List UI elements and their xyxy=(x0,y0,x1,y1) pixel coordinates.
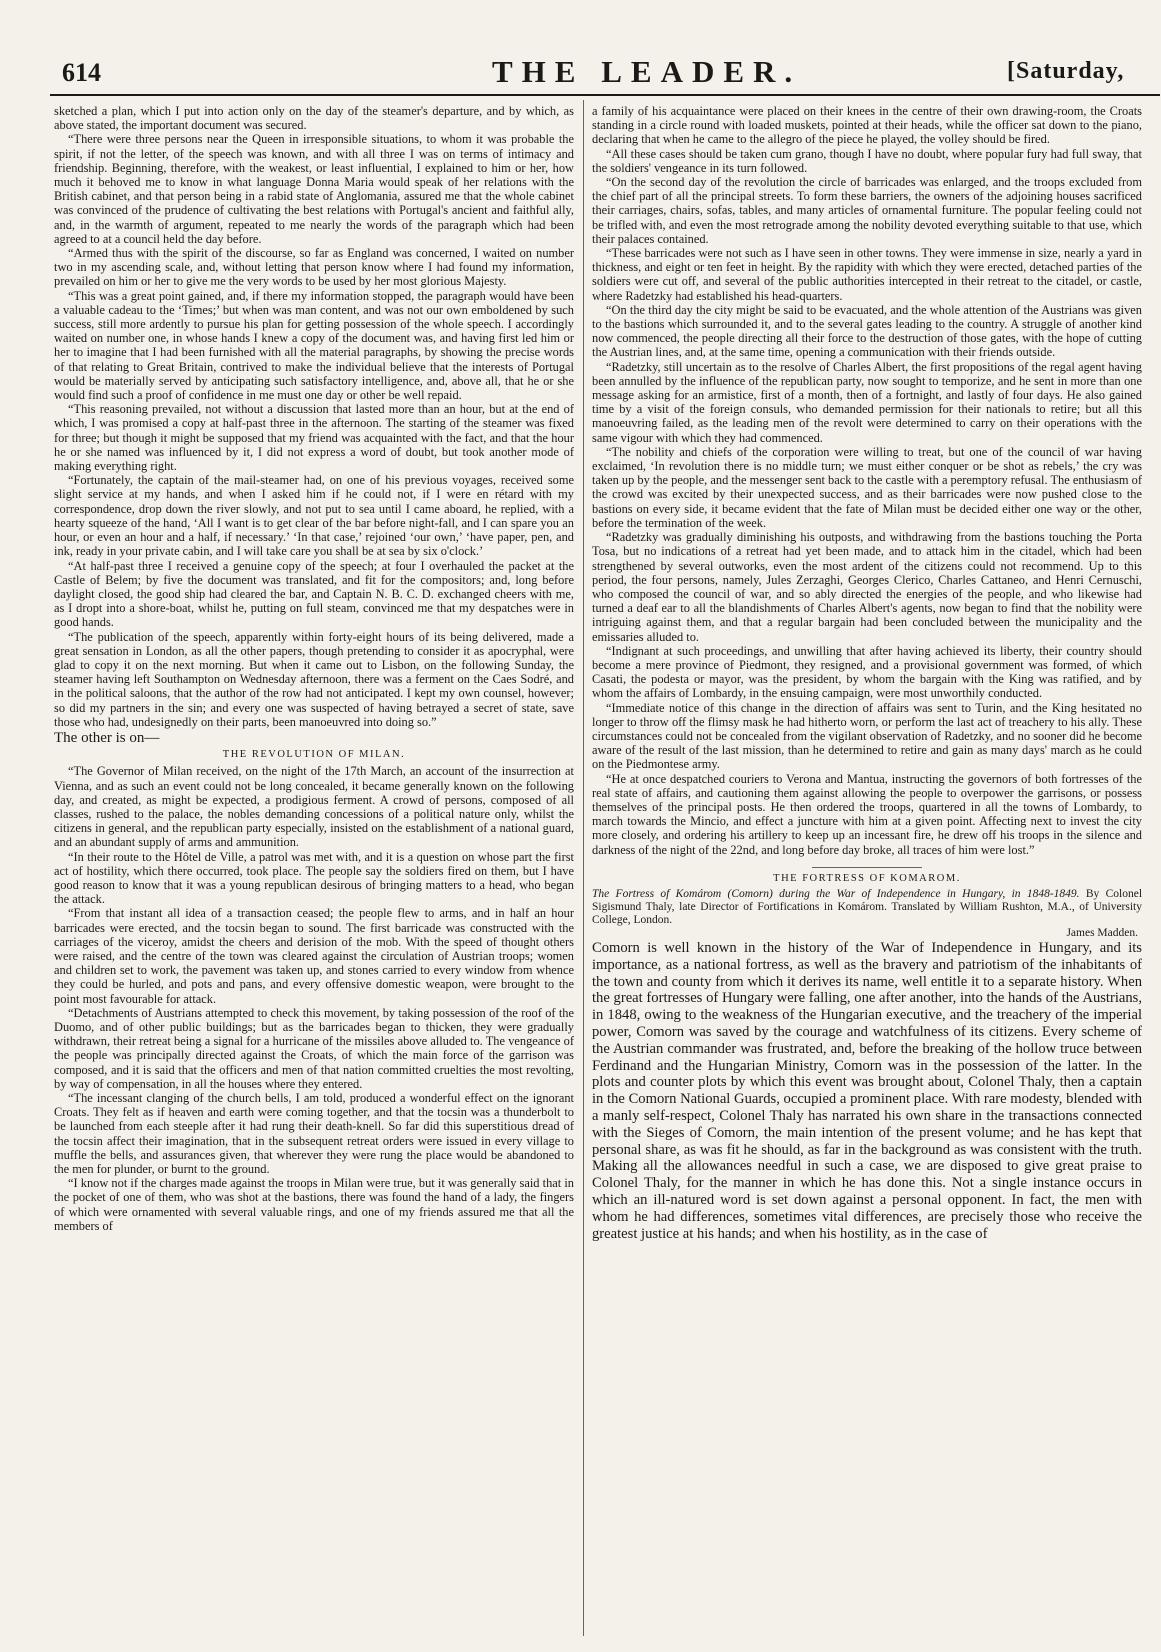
paragraph: “Armed thus with the spirit of the discourse, so far as England was concerned, I waited on number two in my ascending scale, and, without letting that person know where I had found my information, prevailed on him or her to give me the very words to be used by her most glorious Majesty. xyxy=(54,246,574,289)
book-reference xyxy=(592,888,1142,940)
section-heading-komarom: THE FORTRESS OF KOMAROM. xyxy=(773,872,961,884)
column-divider xyxy=(583,100,584,1636)
masthead xyxy=(62,52,1161,96)
section-heading-milan: THE REVOLUTION OF MILAN. xyxy=(222,749,406,761)
paragraph: “This was a great point gained, and, if there my information stopped, the paragraph would have been a valuable cadeau to the ‘Times;’ but when was man content, and was not our own emboldened by such success, still more ardently to pursue his plan for getting possession of the whole speech. I accordingly waited on number one, in whose hands I knew a copy of the document was, and having first led him or her to imagine that I had been furnished with all the material paragraphs, by showing the precise words of that relating to Great Britain, contrived to make the individual believe that the interests of Portugal would be materially served by anticipating such satisfactory intelligence, and, above all, that he or she would find such a proof of confidence in me must one day or other be well repaid. xyxy=(54,288,574,403)
paragraph: “He at once despatched couriers to Verona and Mantua, instructing the governors of both fortresses of the real state of affairs, and cautioning them against allowing the people to overpower the garrisons, or possess themselves of the principal posts. He then ordered the troops, quartered in all the towns of Lombardy, to march towards the Mincio, and effect a juncture with him at a given point. Affecting next to invest the city more closely, and ordering his artillery to keep up an incessant fire, he drew off his troops in the silence and darkness of the night of the 22nd, and long before day broke, all traces of him were lost.” xyxy=(592,771,1142,857)
paragraph: sketched a plan, which I put into action only on the day of the steamer's departure, and by which, as above stated, the important document was secured. xyxy=(54,104,574,133)
paragraph: “The Governor of Milan received, on the night of the 17th March, an account of the insurrection at Vienna, and as such an event could not be long concealed, it became generally known on the following day, and created, as might be expected, a prodigious ferment. A crowd of persons, composed of all classes, rushed to the palace, the nobles demanding concessions of a political nature only, whilst the citizens in general, and the republican party especially, insisted on the establishment of a national guard, and an abundant supply of arms and ammunition. xyxy=(54,764,574,850)
section-rule xyxy=(812,867,922,868)
paragraph: “In their route to the Hôtel de Ville, a patrol was met with, and it is a question on whose part the first act of hostility, which there occurred, took place. The people say the soldiers fired on them, but I have good reason to know that it was a young republican desirous of bringing matters to a head, who began the attack. xyxy=(54,849,574,907)
paragraph: “Fortunately, the captain of the mail-steamer had, on one of his previous voyages, received some slight service at my hands, and when I asked him if he could not, if I were en rétard with my correspondence, drop down the river slowly, and not put to sea until I came aboard, he replied, with a hearty squeeze of the hand, ‘All I want is to get clear of the bar before night-fall, and I can spare you an hour, or even an hour and a half, if necessary.’ ‘In that case,’ rejoined ‘our own,’ ‘have paper, pen, and ink, ready in your private cabin, and I will take care you shall be at sea by six o'clock.’ xyxy=(54,473,574,559)
left-column xyxy=(54,104,574,1652)
paragraph: “I know not if the charges made against the troops in Milan were true, but it was generally said that in the pocket of one of them, who was shot at the bastions, there was found the hand of a lady, the fingers of which were ornamented with several valuable rings, and one of my friends assured me that all the members of xyxy=(54,1176,574,1233)
paragraph: “There were three persons near the Queen in irresponsible situations, to whom it was probable the spirit, if not the letter, of the speech was known, and with all three I was on terms of intimacy and friendship. Beginning, therefore, with the weakest, or least influential, I explained to him or her, how much it behoved me to know in what language Donna Maria would speak of her relations with the British cabinet, and that person being in a rabid state of Anglomania, assured me that the whole cabinet was convinced of the prudence of cultivating the best relations with Portugal's ancient and faithful ally, and, in the warmth of argument, repeated to me nearly the words of the paragraph which had been agreed to at a council held the day before. xyxy=(54,132,574,246)
paragraph: “Radetzky, still uncertain as to the resolve of Charles Albert, the first propositions of the regal agent having been annulled by the influence of the republican party, now sought to temporize, and he sent in more than one message asking for an armistice, first of a month, then of a fortnight, and lastly of four days. He also gained time by a visit of the foreign consuls, who demanded permission for their nationals to retire; but all this manoeuvring failed, as the leading men of the revolt were determined to carry on their operations with the same vigour with which they had commenced. xyxy=(592,359,1142,445)
paragraph: “Immediate notice of this change in the direction of affairs was sent to Turin, and the King hesitated no longer to throw off the flimsy mask he had hitherto worn, or perform the last act of treachery to his ally. These circumstances could not be concealed from the vigilant observation of Radetzky, and no sooner did he become aware of the result of the last mission, than he determined to retire and gain as many days' march as he could on the Piedmontese army. xyxy=(592,700,1142,772)
paragraph: “The nobility and chiefs of the corporation were willing to treat, but one of the council of war having exclaimed, ‘In revolution there is no middle turn; we must either conquer or be shot as rebels,’ the cry was taken up by the people, and the messenger sent back to the castle with a peremptory refusal. The enthusiasm of the crowd was excited by their unexpected success, and as their barricades were now pushed close to the bastions on every side, it became evident that the fate of Milan must be decided either one way or the other, before the termination of the week. xyxy=(592,444,1142,530)
header-rule xyxy=(50,94,1160,96)
paragraph: “The publication of the speech, apparently within forty-eight hours of its being delivered, made a great sensation in London, as all the other papers, though pretending to consider it as apocryphal, were glad to copy it on the next morning. But when it came out to Lisbon, on the following Sunday, the steamer having left Southampton on Wednesday afternoon, there was a ferment on the Caes Sodré, and in the political saloons, that the author of the row had not anticipated. I kept my own counsel, however; so did my partners in the sin; and every one was suspected of having betrayed a secret of state, save those who had, undesignedly on their parts, been manoeuvred into doing so.” xyxy=(54,629,574,729)
paragraph: “At half-past three I received a genuine copy of the speech; at four I overhauled the packet at the Castle of Belem; by five the document was translated, and fit for the compositors; and, long before daylight closed, the good ship had cleared the bar, and Captain N. B. C. D. exchanged cheers with me, as I dropt into a shore-boat, whilst he, putting on full steam, convinced me that my despatches were in good hands. xyxy=(54,558,574,630)
paragraph: “This reasoning prevailed, not without a discussion that lasted more than an hour, but at the end of which, I was promised a copy at half-past three in the afternoon. The starting of the steamer was fixed for three; but though it might be supposed that my friend was acquainted with the fact, and that the hour he or she named was influenced by it, I did not express a word of doubt, but took another mode of making everything right. xyxy=(54,402,574,474)
newspaper-title: THE LEADER. xyxy=(492,54,802,89)
paragraph: “The incessant clanging of the church bells, I am told, produced a wonderful effect on the ignorant Croats. They felt as if heaven and earth were coming together, and that the tocsin was a thunderbolt to be launched from each steeple after it had rung their death-knell. So far did this superstitious dread of the tocsin affect their imagination, that in the subsequent retreat orders were issued in every village to muffle the bells, and assurances given, that wherever they were rung the place would be abandoned to the men for plunder, or burnt to the ground. xyxy=(54,1091,574,1177)
right-column xyxy=(592,104,1142,1652)
paragraph: “Detachments of Austrians attempted to check this movement, by taking possession of the roof of the Duomo, and of other public buildings; but as the barricades began to thicken, they were gradually withdrawn, their retreat being a signal for a hurricane of the missiles above alluded to. The vengeance of the people was principally directed against the Croats, of which the main force of the garrison was composed, and it is said that the officers and men of that nation committed cruelties the most revolting, by way of compensation, in all the houses where they entered. xyxy=(54,1005,574,1091)
book-title: The Fortress of Komárom (Comorn) during the War of Independence in Hungary, in 1848-1849. xyxy=(592,887,1080,900)
page-number: 614 xyxy=(62,58,101,87)
book-details: By Colonel Sigismund Thaly, late Director of Fortifications in Komárom. Translated by William Rushton, M.A., of University College, London. xyxy=(592,887,1142,926)
review-body xyxy=(592,940,1142,1242)
paragraph: “All these cases should be taken cum grano, though I have no doubt, where popular fury had full sway, that the soldiers' vengeance in its turn followed. xyxy=(592,146,1142,175)
paragraph: “Indignant at such proceedings, and unwilling that after having achieved its liberty, their country should become a mere province of Piedmont, they resigned, and a provisional government was formed, of which Casati, the podesta or mayor, was the president, by whom the bargain with the King was ratified, and by whom the affairs of Lombardy, in the ensuing campaign, were most unworthily conducted. xyxy=(592,643,1142,701)
paragraph: “On the second day of the revolution the circle of barricades was enlarged, and the troops excluded from the chief part of all the principal streets. To form these barriers, the owners of the adjoining houses sacrificed their carriages, chairs, sofas, tables, and many articles of ornamental furniture. The popular feeling could not be trifled with, and even the most retrograde among the nobility devoted everything suitable to that use, which their palaces contained. xyxy=(592,175,1142,246)
issue-day: [Saturday, xyxy=(1007,58,1125,84)
paragraph: “These barricades were not such as I have seen in other towns. They were immense in size, nearly a yard in thickness, and eight or ten feet in height. By the rapidity with which they were erected, detached parties of the soldiers were cut off, and several of the public authorities intercepted in their retreat to the citadel, or castle, where Radetzky had established his head-quarters. xyxy=(592,246,1142,303)
paragraph: a family of his acquaintance were placed on their knees in the centre of their own drawing-room, the Croats standing in a circle round with loaded muskets, pointed at their heads, while the officer sat down to the piano, declaring that when he came to the allegro of the piece he played, the volley should be fired. xyxy=(592,104,1142,147)
publisher: James Madden. xyxy=(1066,926,1138,939)
paragraph: “Radetzky was gradually diminishing his outposts, and withdrawing from the bastions touching the Porta Tosa, but no indications of a retreat had yet been made, and to attack him in the citadel, which had been strengthened by several outworks, even the most ardent of the citizens could not recommend. Up to this period, the four persons, namely, Jules Zerzaghi, Georges Clerico, Charles Cattaneo, and Henri Cernuschi, who composed the council of war, and so ably directed the energies of the people, and who likewise had turned a deaf ear to all the blandishments of Charles Albert's agents, now began to find that the nobility were intriguing against them, and that a regular bargain had been concluded between the municipality and the emissaries alluded to. xyxy=(592,530,1142,644)
paragraph: Comorn is well known in the history of the War of Independence in Hungary, and its importance, as a national fortress, as well as the bravery and patriotism of the inhabitants of the town and county from which it derives its name, well entitle it to a separate history. When the great fortresses of Hungary were falling, one after another, into the hands of the Austrians, in 1848, owing to the weakness of the Hungarian executive, and the treachery of the imperial power, Comorn was saved by the courage and watchfulness of its citizens. Every scheme of the Austrian commander was frustrated, and, before the breaking of the hollow truce between Ferdinand and the Hungarian Ministry, Comorn was in the possession of the latter. In the plots and counter plots by which this event was brought about, Colonel Thaly, then a captain in the Comorn National Guards, occupied a prominent place. With rare modesty, blended with a manly self-respect, Colonel Thaly has narrated his own share in the transactions connected with the Sieges of Comorn, the main intention of the present volume; and he has kept that personal share, as was fit he should, as far in the background as was consistent with the truth. Making all the allowances needful in such a case, we are disposed to give great praise to Colonel Thaly, for the manner in which he has done this. Not a single instance occurs in which an ill-natured word is set down against a personal opponent. In fact, the men with whom he had differences, sometimes vital differences, are precisely those who receive the greatest justice at his hands; and when his hostility, as in the case of xyxy=(592,939,1142,1242)
paragraph: “From that instant all idea of a transaction ceased; the people flew to arms, and in half an hour barricades were erected, and the tocsin began to sound. The first barricade was constructed with the carriages of the viceroy, amidst the cheers and derision of the mob. With the speed of thought others were raised, and the centre of the town was cleared against the circulation of Austrian troops; women and children set to work, the pavement was taken up, and stones carried to every window from whence they could be hurled, and pots and pans, and every offensive domestic weapon, were brought to the point most favourable for attack. xyxy=(54,906,574,1006)
transition-line: The other is on— xyxy=(54,729,160,746)
paragraph: “On the third day the city might be said to be evacuated, and the whole attention of the Austrians was given to the bastions which surrounded it, and to the several gates leading to the country. A struggle of another kind now commenced, the people directing all their force to the destruction of those gates, with the hope of cutting the Austrian lines, and, at the same time, opening a communication with their friends outside. xyxy=(592,302,1142,360)
